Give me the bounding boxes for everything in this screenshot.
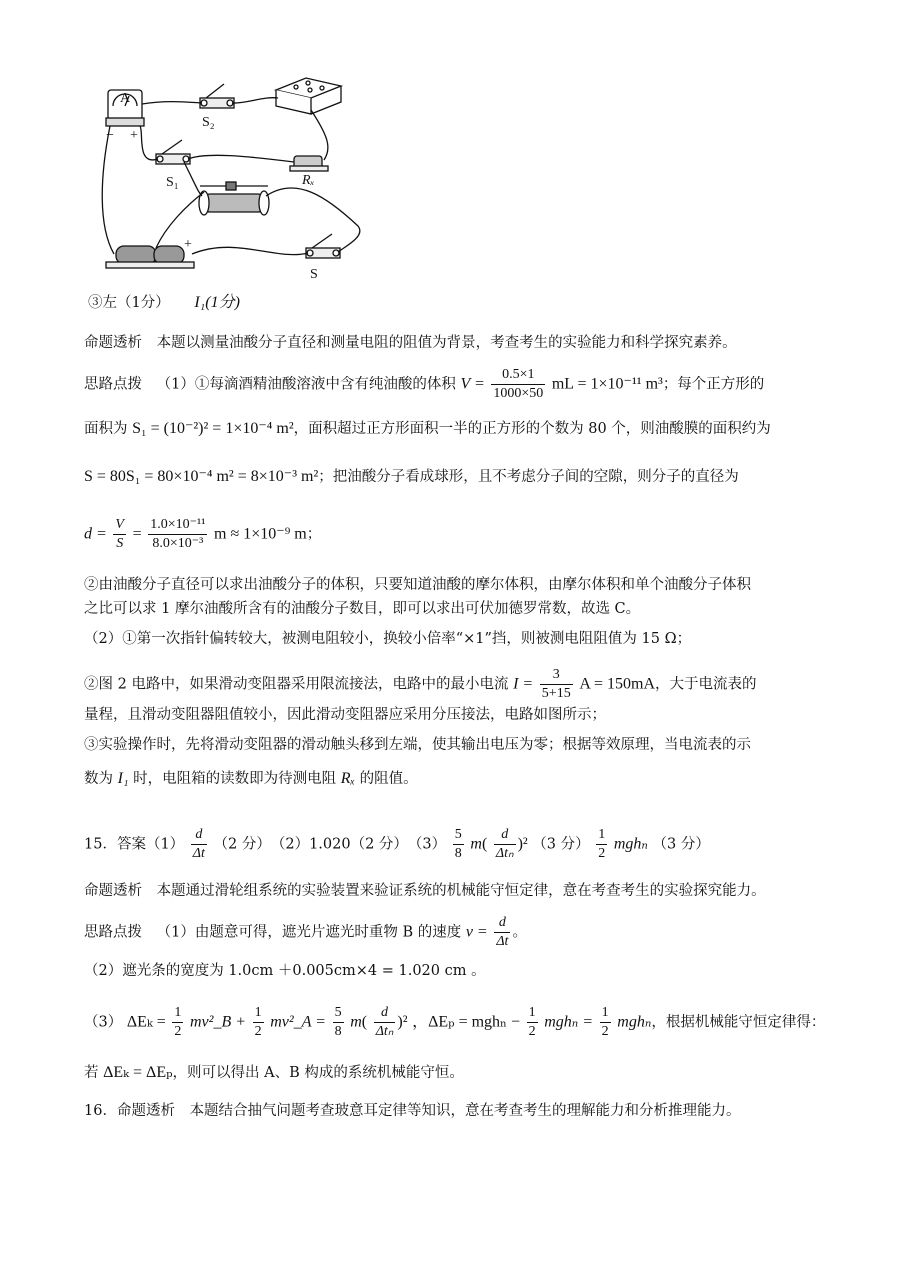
energy-f5 (527, 1004, 538, 1041)
equivalence-b: 时，电阻箱的读数即为待测电阻 (133, 771, 337, 787)
min-current-frac-num: 3 (540, 666, 573, 685)
hint15-tail: 。 (512, 924, 527, 941)
equivalence-c: 的阻值。 (359, 771, 418, 787)
energy-f6 (600, 1004, 611, 1041)
line-min-current (84, 666, 824, 703)
min-current-frac-den: 5+15 (541, 686, 571, 701)
diameter-frac2 (148, 516, 207, 553)
equivalence-rx: Rₓ (340, 770, 356, 787)
diameter-frac2-num: 1.0×10⁻¹¹ (148, 516, 207, 535)
line-square-area (84, 418, 824, 440)
energy-f2 (253, 1004, 264, 1041)
energy-f3 (333, 1004, 344, 1041)
answer15-frac1-num: d (191, 826, 207, 845)
circuit-diagram (96, 76, 366, 286)
line-intent-15 (84, 880, 824, 902)
line-ohmmeter: （2）①第一次指针偏转较大，被测电阻较小，换较小倍率“×1”挡，则被测电阻阻值为 15 Ω； (84, 631, 692, 647)
min-current-frac (540, 666, 573, 703)
energy-f2-den: 2 (254, 1024, 262, 1039)
answer15-b: （2 分） （2）1.020（2 分） （3） (213, 836, 447, 853)
hint-text: （1）①每滴酒精油酸溶液中含有纯油酸的体积 (156, 376, 456, 393)
answer15-frac1-den: Δt (192, 846, 205, 861)
min-current-rhs: A = 150mA (579, 675, 656, 693)
energy-f4 (374, 1004, 396, 1041)
volume-tail: ；每个正方形的 (662, 376, 765, 393)
line-question-16 (84, 1100, 824, 1122)
hint15-eq: v = (465, 923, 488, 941)
line-intent-14 (84, 332, 824, 354)
line-conclusion (84, 1062, 824, 1084)
energy-f3-num: 5 (333, 1004, 344, 1023)
line-width: （2）遮光条的宽度为 1.0cm ＋0.005cm×4 = 1.020 cm 。 (84, 963, 486, 979)
intent15-text: 本题通过滑轮组系统的实验装置来验证系统的机械能守恒定律，意在考查考生的实验探究能力。 (156, 883, 766, 899)
conclusion-b: ，则可以得出 A、B 构成的系统机械能守恒。 (172, 1065, 464, 1081)
answer15-frac4-den: 2 (598, 846, 606, 861)
line-energy: （3） ΔEₖ = $\frac{1}{2}$ mv²_B + $\frac{1}{2}$ mv²_A = $\frac{5}{8}$ m( $\frac{d}{\text{Δtₙ}}$ )² ，ΔEₚ = mghₙ − $\frac{1}{2}$ mghₙ = $\frac{1}{2}$ mghₙ，根据机械能守恒定律得： (84, 1005, 826, 1039)
equivalence-current: I₁ (117, 770, 129, 787)
energy-f3-den: 8 (334, 1024, 342, 1039)
line-hint-15 (84, 914, 824, 951)
volume-frac-num: 0.5×1 (491, 366, 545, 385)
diameter-eq-sign: = (132, 525, 142, 543)
energy-f2-num: 1 (253, 1004, 264, 1023)
answer15-frac2-num: 5 (453, 826, 464, 845)
answer15-a: 15．答案（1） (84, 836, 185, 853)
line-answer-3 (88, 292, 828, 314)
energy-f4-den: Δtₙ (375, 1024, 394, 1039)
circuit-drawing (96, 76, 366, 286)
min-current-tail: ，大于电流表的 (655, 676, 757, 693)
answer15-frac4 (596, 826, 607, 863)
s-label: S (310, 267, 318, 282)
area-tail: ，面积超过正方形面积一半的正方形的个数为 80 个，则油酸膜的面积约为 (293, 421, 771, 437)
answer15-frac3 (494, 826, 516, 863)
battery-plus-label: + (184, 237, 192, 252)
answer-3-current: I₁(1分) (194, 294, 240, 311)
area-text: 面积为 (84, 421, 128, 437)
min-current-text: ②图 2 电路中，如果滑动变阻器采用限流接法，电路中的最小电流 (84, 676, 509, 693)
intent-label: 命题透析 (84, 335, 142, 351)
s1-label: S₁ (166, 175, 179, 190)
line-film-area (84, 466, 824, 488)
answer15-mgh: mghₙ (613, 835, 648, 853)
hint15-text: （1）由题意可得，遮光片遮光时重物 B 的速度 (156, 924, 462, 941)
energy-f5-den: 2 (528, 1024, 536, 1039)
film-area-tail: ；把油酸分子看成球形，且不考虑分子间的空隙，则分子的直径为 (318, 469, 739, 485)
answer15-c: （3 分） (532, 836, 590, 853)
line-procedure: ③实验操作时，先将滑动变阻器的滑动触头移到左端，使其输出电压为零；根据等效原理，当电流表的示 (84, 737, 751, 753)
answer15-frac2-den: 8 (454, 846, 462, 861)
energy-a: （3） (84, 1014, 123, 1031)
energy-f: mghₙ = (544, 1013, 594, 1031)
answer15-frac2 (453, 826, 464, 863)
ammeter-label: A (120, 91, 131, 106)
line-avogadro-1: ②由油酸分子直径可以求出油酸分子的体积，只要知道油酸的摩尔体积，由摩尔体积和单个油酸分子体积 (84, 577, 751, 593)
answer15-m: m (470, 835, 482, 853)
answer15-frac3-num: d (494, 826, 516, 845)
diameter-result: m ≈ 1×10⁻⁹ m (214, 525, 307, 543)
hint15-frac (494, 914, 510, 951)
q16-text: 本题结合抽气问题考查玻意耳定律等知识，意在考查考生的理解能力和分析推理能力。 (189, 1103, 741, 1119)
energy-f6-num: 1 (600, 1004, 611, 1023)
line-equivalence (84, 768, 824, 790)
energy-lhs: ΔEₖ = (126, 1013, 166, 1031)
min-current-lhs: I = (513, 675, 534, 693)
energy-f5-num: 1 (527, 1004, 538, 1023)
energy-b: mv²_B + (189, 1013, 247, 1031)
diameter-frac1 (113, 516, 126, 553)
intent15-label: 命题透析 (84, 883, 142, 899)
ammeter-minus-label: − (106, 128, 114, 143)
energy-e: ，ΔEₚ = mghₙ − (412, 1013, 520, 1031)
energy-tail: ，根据机械能守恒定律得： (651, 1014, 826, 1031)
energy-f6-den: 2 (601, 1024, 609, 1039)
energy-c: mv²_A = (270, 1013, 326, 1031)
line-hint-volume (84, 366, 824, 403)
diameter-frac1-den: S (116, 536, 124, 551)
diameter-lhs: d = (84, 525, 107, 543)
volume-eq-lhs: V = (460, 375, 485, 393)
hint15-label: 思路点拨 (84, 924, 142, 941)
intent-text: 本题以测量油酸分子直径和测量电阻的阻值为背景，考查考生的实验能力和科学探究素养。 (156, 335, 737, 351)
energy-f1 (172, 1004, 183, 1041)
answer15-frac1 (191, 826, 207, 863)
line-range: 量程，且滑动变阻器阻值较小，因此滑动变阻器应采用分压接法，电路如图所示； (84, 707, 606, 723)
diameter-frac1-num: V (113, 516, 126, 535)
conclusion-a: 若 (84, 1065, 99, 1081)
answer15-frac3-den: Δtₙ (495, 846, 514, 861)
q16-label: 16．命题透析 (84, 1103, 175, 1119)
volume-eq-rhs: mL = 1×10⁻¹¹ m³ (551, 375, 663, 393)
s2-label: S₂ (202, 115, 215, 130)
conclusion-eq: ΔEₖ = ΔEₚ (103, 1064, 173, 1081)
line-avogadro-2: 之比可以求 1 摩尔油酸所含有的油酸分子数目，即可以求出可伏加德罗常数，故选 C。 (84, 601, 641, 617)
area-eq: S₁ = (10⁻²)² = 1×10⁻⁴ m² (132, 420, 294, 437)
rx-label: Rₓ (302, 173, 315, 188)
answer15-frac4-num: 1 (596, 826, 607, 845)
hint15-frac-den: Δt (496, 934, 509, 949)
film-area-eq: S = 80S₁ = 80×10⁻⁴ m² = 8×10⁻³ m² (84, 468, 319, 485)
energy-g: mghₙ (617, 1013, 652, 1031)
energy-f1-num: 1 (172, 1004, 183, 1023)
hint-label: 思路点拨 (84, 376, 142, 393)
line-answer-15: 15．答案（1） $\frac{d}{\Delta t}$ （2 分） （2）1.020（2 分） （3） $\frac{5}{8}$ m( $\frac{d}{\text{Δtₙ}}$ )² （3 分） $\frac{1}{2}$ mghₙ （3 分） (84, 827, 710, 861)
diameter-frac2-den: 8.0×10⁻³ (152, 536, 204, 551)
hint15-frac-num: d (494, 914, 510, 933)
volume-frac-den: 1000×50 (493, 386, 544, 401)
ammeter-plus-label: + (130, 128, 138, 143)
diameter-tail: ； (306, 526, 322, 543)
energy-m: m (350, 1013, 362, 1031)
volume-fraction (491, 366, 545, 403)
answer15-d: （3 分） (652, 836, 710, 853)
equivalence-a: 数为 (84, 771, 113, 787)
line-diameter (84, 516, 824, 553)
energy-f1-den: 2 (174, 1024, 182, 1039)
energy-f4-num: d (374, 1004, 396, 1023)
answer-3-text: ③左（1分） (88, 295, 170, 311)
